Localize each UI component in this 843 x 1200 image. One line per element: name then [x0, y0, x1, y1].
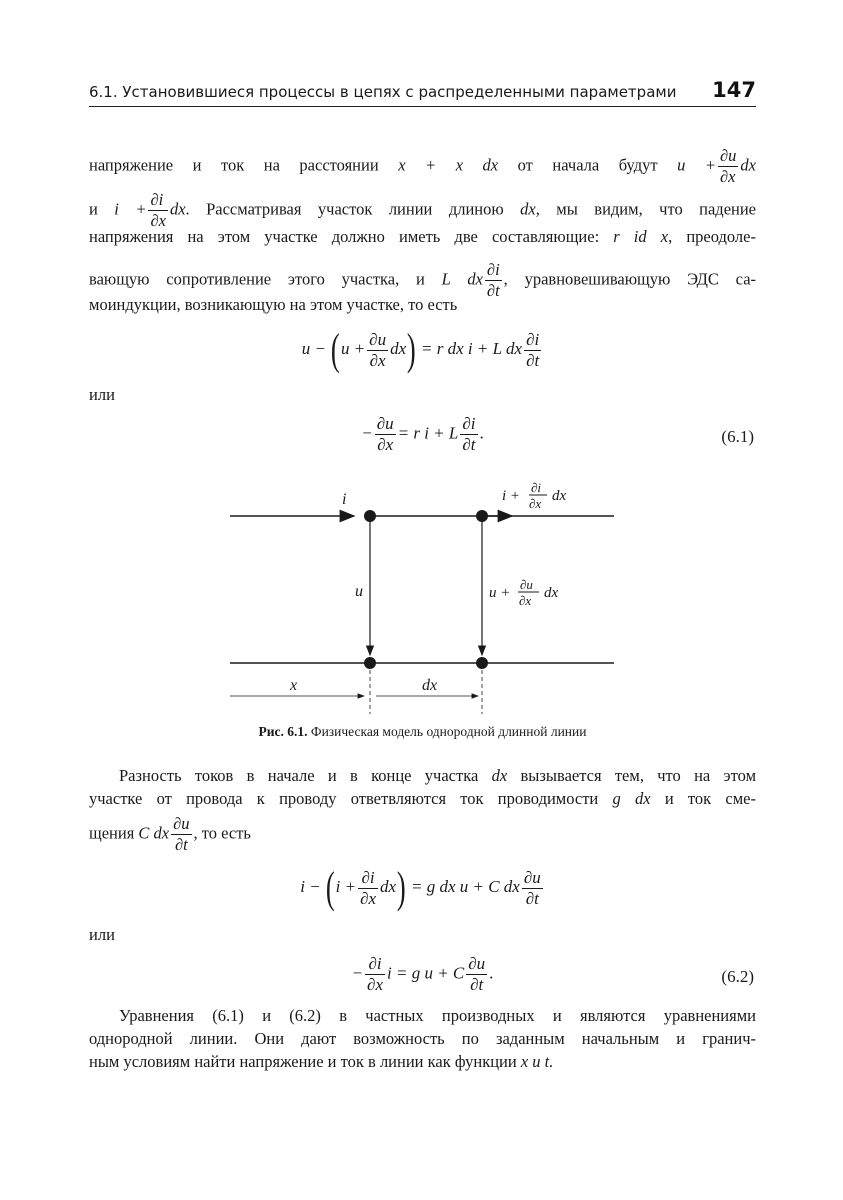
or-text-2: или: [89, 925, 115, 944]
label-current-output: [502, 480, 567, 511]
para3-line1: Уравнения (6.1) и (6.2) в частных производных и являются уравнениями: [119, 1006, 756, 1025]
para1-line3: напряжения на этом участке должно иметь две составляющие: r id x, преодоле-: [89, 227, 756, 246]
para1-line2: и i + $\frac{\partial i}{\partial x}$ dx. Рассматривая участок линии длиною dx, мы видим, что падение: [89, 190, 757, 230]
svg-text:∂u: ∂u: [520, 577, 533, 592]
svg-text:∂x: ∂x: [529, 496, 542, 511]
or-text-1: или: [89, 385, 115, 404]
equation-number-6-1: (6.1): [721, 427, 754, 446]
header-title: 6.1. Установившиеся процессы в цепях с распределенными параметрами: [89, 83, 677, 101]
equation-number-6-2: (6.2): [721, 967, 754, 986]
svg-text:u +: u +: [489, 585, 511, 601]
para1-line1: напряжение и ток на расстоянии x + x dx от начала будут u + $\frac{\partial u}{\partial x}$ dx: [89, 146, 756, 186]
svg-text:dx: dx: [544, 585, 559, 601]
label-x: x: [290, 677, 298, 694]
svg-text:i +: i +: [502, 488, 521, 504]
equation-voltage-drop: u − (u + $\frac{\partial u}{\partial x}$ dx) = r dx i + L dx $\frac{\partial i}{\partial t}$: [301, 325, 540, 374]
para3-line3: ным условиям найти напряжение и ток в линии как функции x и t.: [89, 1052, 554, 1071]
equation-6-1: − $\frac{\partial u}{\partial x}$ = r i + L $\frac{\partial i}{\partial t}$ .: [361, 414, 484, 454]
label-current-i: i: [342, 491, 347, 508]
equation-current-diff: i − (i + $\frac{\partial i}{\partial x}$ dx) = g dx u + C dx $\frac{\partial u}{\partial t}$: [300, 863, 541, 912]
label-voltage-output: [489, 577, 559, 608]
figure-caption: Рис. 6.1. Физическая модель однородной длинной линии: [258, 724, 587, 739]
equation-6-2: − $\frac{\partial i}{\partial x}$ i = g u + C $\frac{\partial u}{\partial t}$ .: [351, 954, 494, 994]
para3-line2: однородной линии. Они дают возможность по заданным начальным и гранич-: [89, 1029, 756, 1048]
svg-text:∂x: ∂x: [519, 593, 532, 608]
para2-line2: участке от провода к проводу ответвляются ток проводимости g dx и ток сме-: [89, 789, 757, 808]
label-voltage-u: u: [355, 583, 363, 600]
label-dx: dx: [422, 677, 438, 694]
para1-line4: вающую сопротивление этого участка, и L dx $\frac{\partial i}{\partial t}$ , уравновешивающую ЭДС са-: [89, 260, 757, 300]
para1-line5: моиндукции, возникающую на этом участке, то есть: [89, 295, 458, 314]
para2-line3: щения C dx $\frac{\partial u}{\partial t}$ , то есть: [89, 814, 251, 854]
svg-text:∂i: ∂i: [531, 480, 542, 495]
node-bottom-left: [364, 657, 376, 669]
node-top-left: [364, 510, 376, 522]
figure-long-line-model: [228, 478, 620, 718]
node-bottom-right: [476, 657, 488, 669]
running-header: [89, 74, 756, 107]
para2-line1: Разность токов в начале и в конце участка dx вызывается тем, что на этом: [119, 766, 757, 785]
svg-text:dx: dx: [552, 488, 567, 504]
page-number: 147: [712, 78, 756, 102]
node-top-right: [476, 510, 488, 522]
